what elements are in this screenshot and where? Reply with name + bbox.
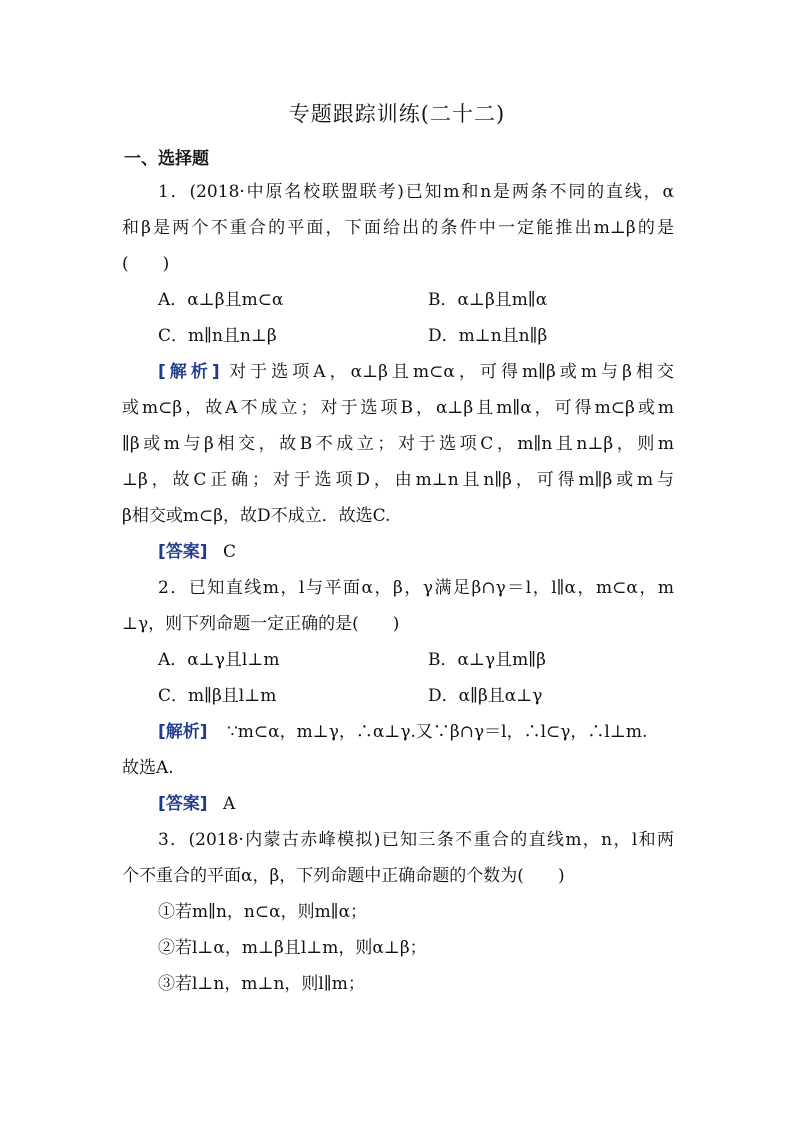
q2-analysis-line-2: 故选A. [122, 758, 174, 778]
q2-analysis-tag: [解析] [158, 722, 208, 742]
q3-item-2: ②若l⊥α，m⊥β且l⊥m，则α⊥β； [158, 938, 427, 958]
q1-option-c: C．m∥n且n⊥β [158, 326, 277, 346]
q2-option-b: B．α⊥γ且m∥β [428, 650, 546, 670]
q2-answer: A [222, 794, 236, 814]
q1-analysis-text-1: 对于选项A，α⊥β且m⊂α，可得m∥β或m与β相交 [229, 362, 675, 382]
q2-option-c: C．m∥β且l⊥m [158, 686, 277, 706]
q1-analysis-line-1 [158, 360, 674, 384]
q2-stem-line-2: ⊥γ，则下列命题一定正确的是( ) [122, 614, 400, 634]
q2-answer-line [158, 792, 674, 816]
q2-analysis-line-1 [158, 720, 674, 744]
q1-analysis-line-4: ⊥β，故C正确；对于选项D，由m⊥n且n∥β，可得m∥β或m与 [122, 470, 674, 490]
q1-answer-tag: [答案] [158, 542, 208, 562]
q3-stem-line-1: 3．(2018·内蒙古赤峰模拟)已知三条不重合的直线m，n，l和两 [158, 830, 674, 850]
q3-item-3: ③若l⊥n，m⊥n，则l∥m； [158, 974, 365, 994]
q3-stem-line-2: 个不重合的平面α，β，下列命题中正确命题的个数为( ) [122, 866, 565, 886]
q1-analysis-tag: [解析] [158, 362, 220, 382]
q1-option-b: B．α⊥β且m∥α [428, 290, 548, 310]
q2-option-a: A．α⊥γ且l⊥m [158, 650, 280, 670]
section-heading: 一、选择题 [124, 149, 209, 169]
q2-analysis-text-1: ∵m⊂α，m⊥γ，∴α⊥γ.又∵β∩γ＝l，∴l⊂γ，∴l⊥m. [226, 722, 648, 742]
q2-answer-tag: [答案] [158, 794, 208, 814]
q1-option-d: D．m⊥n且n∥β [428, 326, 548, 346]
q3-item-1: ①若m∥n，n⊂α，则m∥α； [158, 902, 368, 922]
q1-stem-line-3: ( ) [122, 254, 170, 274]
q2-option-d: D．α∥β且α⊥γ [428, 686, 543, 706]
q2-stem-line-1: 2．已知直线m，l与平面α，β，γ满足β∩γ＝l，l∥α，m⊂α，m [158, 578, 674, 598]
q1-analysis-line-5: β相交或m⊂β，故D不成立．故选C. [122, 506, 391, 526]
q1-option-a: A．α⊥β且m⊂α [158, 290, 284, 310]
q1-answer-line [158, 540, 674, 564]
page-title: 专题跟踪训练(二十二) [288, 102, 506, 126]
q1-answer: C [222, 542, 236, 562]
q1-stem-line-2: 和β是两个不重合的平面，下面给出的条件中一定能推出m⊥β的是 [122, 218, 674, 238]
q1-analysis-line-2: 或m⊂β，故A不成立；对于选项B，α⊥β且m∥α，可得m⊂β或m [122, 398, 674, 418]
q1-stem-line-1: 1．(2018·中原名校联盟联考)已知m和n是两条不同的直线，α [158, 182, 674, 202]
q1-analysis-line-3: ∥β或m与β相交，故B不成立；对于选项C，m∥n且n⊥β，则m [122, 434, 674, 454]
